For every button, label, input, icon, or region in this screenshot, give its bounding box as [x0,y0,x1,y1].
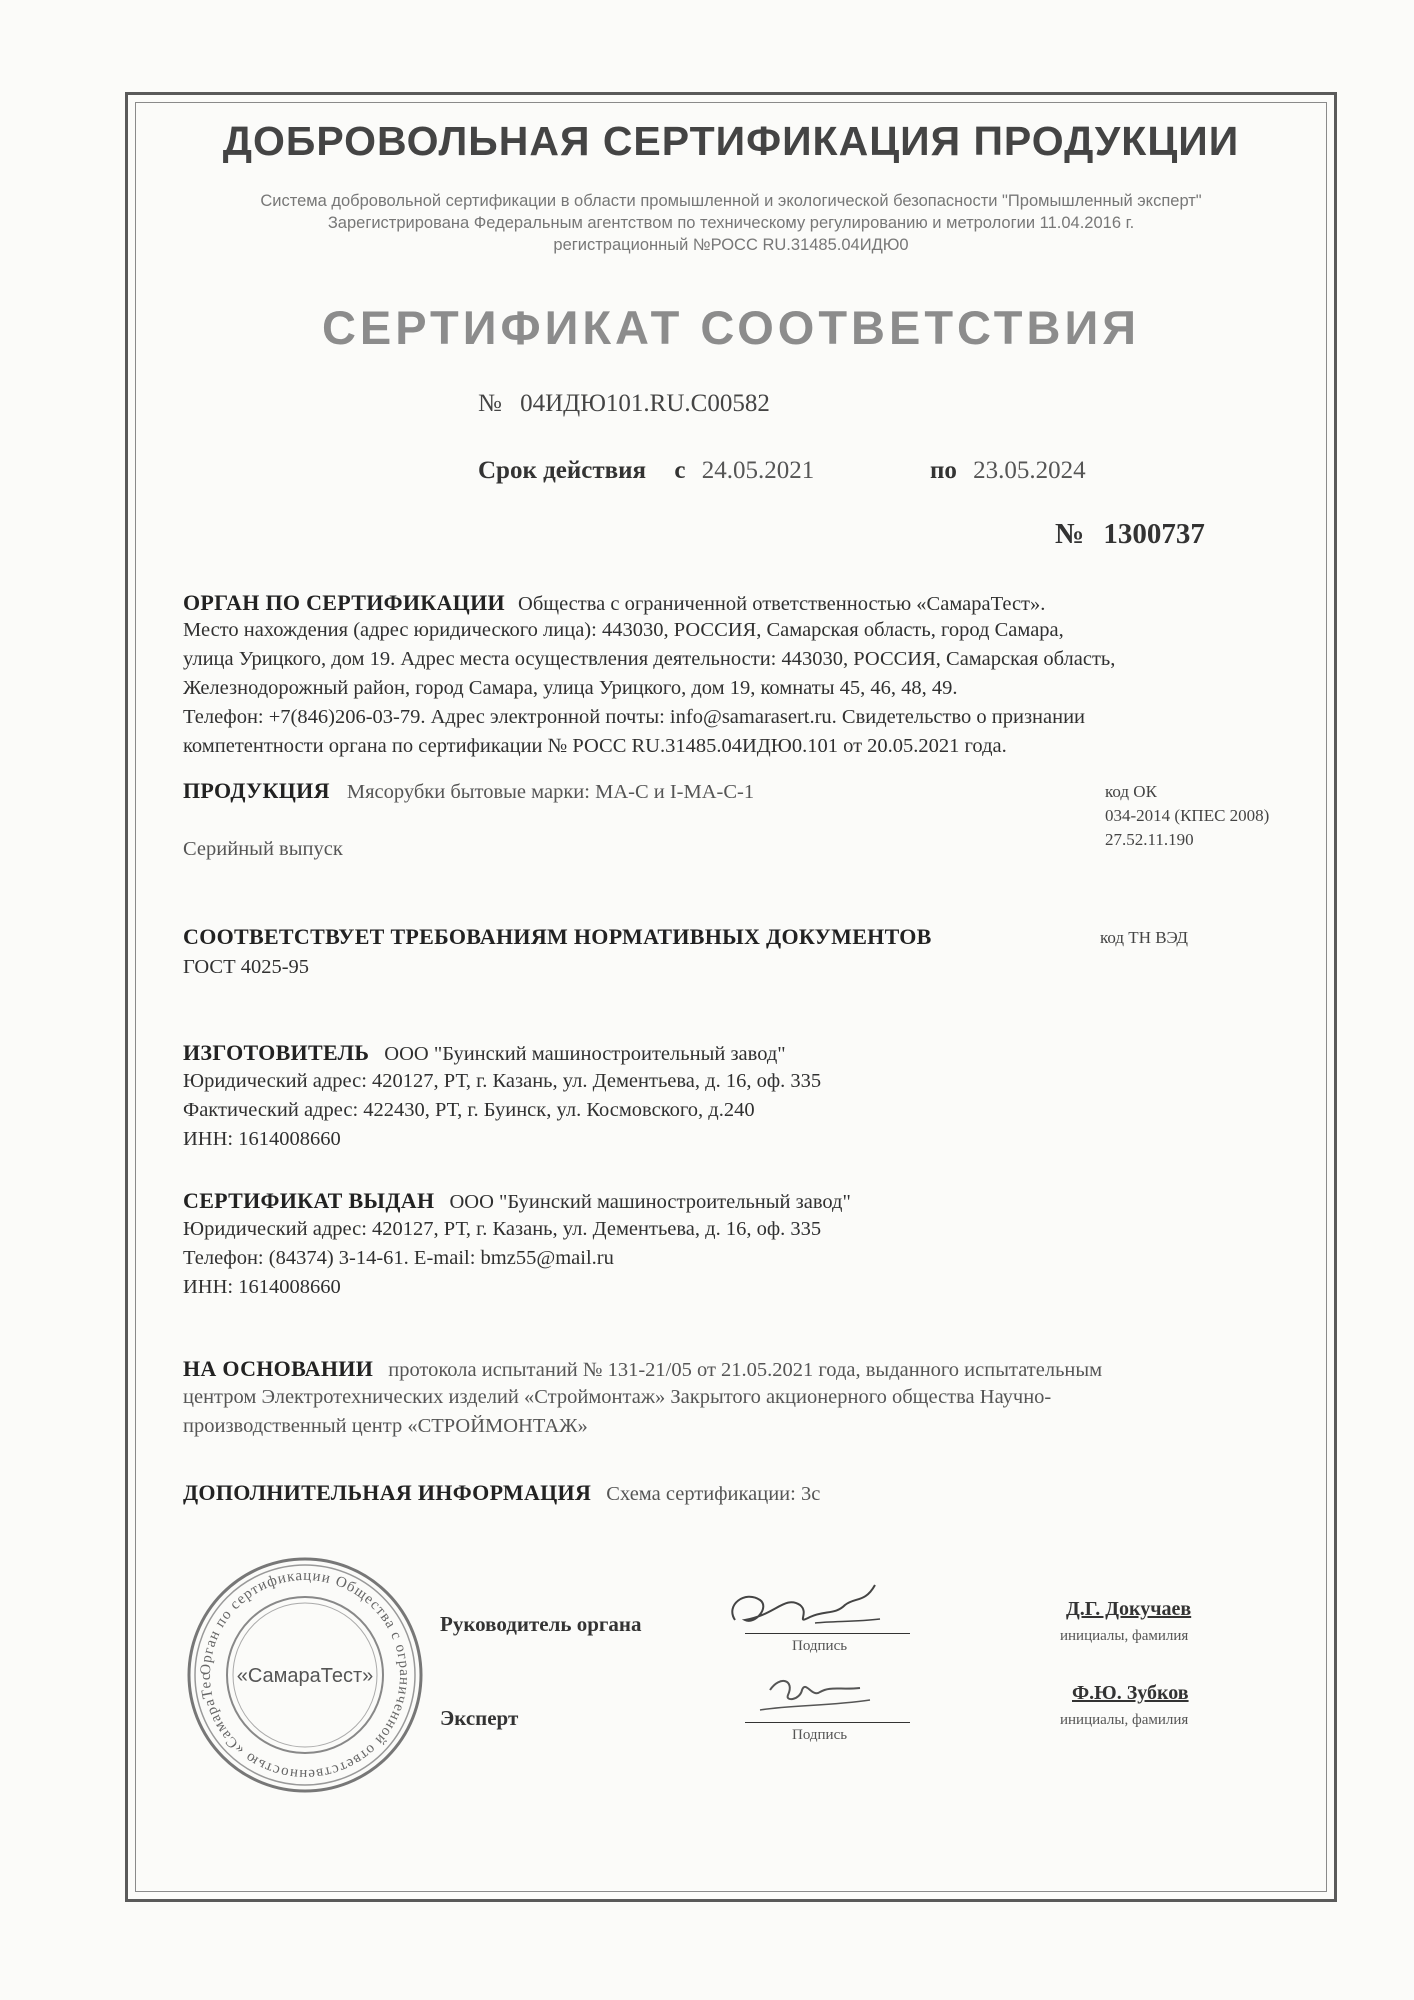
cert-body-line-1 [183,590,1045,616]
compliance-label: СООТВЕТСТВУЕТ ТРЕБОВАНИЯМ НОРМАТИВНЫХ ДОКУМЕНТОВ [183,924,932,949]
form-number-line [1055,518,1205,551]
product-label: ПРОДУКЦИЯ [183,778,330,803]
form-number-prefix: № [1055,518,1085,550]
manufacturer-actual-address: Фактический адрес: 422430, РТ, г. Буинск, ул. Космовского, д.240 [183,1099,755,1121]
date-from: 24.05.2021 [701,457,815,484]
expert-label: Эксперт [440,1706,519,1730]
expert-name-caption: инициалы, фамилия [1060,1712,1189,1728]
product-release: Серийный выпуск [183,838,343,860]
basis-line-1 [183,1356,1102,1382]
cert-body-line-4: Железнодорожный район, город Самара, улица Урицкого, дом 19, комнаты 45, 46, 48, 49. [183,677,958,699]
to-label: по [930,457,957,484]
expert-signature-caption: Подпись [792,1727,848,1743]
issued-to-label: СЕРТИФИКАТ ВЫДАН [183,1188,435,1213]
cert-body-line-3: улица Урицкого, дом 19. Адрес места осуществления деятельности: 443030, РОССИЯ, Самарская область, [183,648,1116,670]
stamp-seal [185,1555,425,1795]
head-signature [715,1575,895,1645]
additional-text: Схема сертификации: 3с [606,1483,821,1505]
cert-body-name: Общества с ограниченной ответственностью «СамараТест». [518,593,1046,615]
manufacturer-inn: ИНН: 1614008660 [183,1128,341,1150]
head-signature-line [745,1633,910,1634]
date-to: 23.05.2024 [973,457,1086,484]
cert-body-label: ОРГАН ПО СЕРТИФИКАЦИИ [183,590,505,615]
cert-body-line-6: компетентности органа по сертификации № РОСС RU.31485.04ИДЮ0.101 от 20.05.2021 года. [183,735,1007,757]
ok-code-standard: 034-2014 (КПЕС 2008) [1105,806,1270,825]
issued-to-name: ООО "Буинский машиностроительный завод" [449,1191,851,1213]
expert-signature-line [745,1722,910,1723]
manufacturer-line [183,1040,786,1066]
basis-label: НА ОСНОВАНИИ [183,1356,374,1381]
product-name: Мясорубки бытовые марки: МА-С и I-МА-С-1 [346,781,755,803]
basis-line-2: центром Электротехнических изделий «Строймонтаж» Закрытого акционерного общества Научно- [183,1386,1052,1408]
system-line-3: регистрационный №РОСС RU.31485.04ИДЮ0 [553,236,909,254]
ok-code-label: код ОК [1105,782,1157,801]
compliance-standard: ГОСТ 4025-95 [183,956,310,978]
head-signature-caption: Подпись [792,1638,848,1654]
stamp-ring-text: Орган по сертификации Общества с ограниченной ответственностью «СамараТес [197,1567,413,1783]
manufacturer-legal-address: Юридический адрес: 420127, РТ, г. Казань, ул. Дементьева, д. 16, оф. 335 [183,1070,822,1092]
basis-text-1: протокола испытаний № 131-21/05 от 21.05.2021 года, выданного испытательным [388,1359,1103,1381]
issued-to-legal-address: Юридический адрес: 420127, РТ, г. Казань, ул. Дементьева, д. 16, оф. 335 [183,1218,822,1240]
head-name: Д.Г. Докучаев [1066,1598,1192,1620]
certificate-title: СЕРТИФИКАТ СООТВЕТСТВИЯ [321,301,1141,354]
validity-line [478,457,814,485]
header-title: ДОБРОВОЛЬНАЯ СЕРТИФИКАЦИЯ ПРОДУКЦИИ [222,118,1240,164]
head-name-caption: инициалы, фамилия [1060,1628,1189,1644]
issued-to-line [183,1188,851,1214]
validity-to [930,457,1086,485]
form-number: 1300737 [1103,518,1205,550]
system-line-1: Система добровольной сертификации в области промышленной и экологической безопасности "Промышленный эксперт" [260,192,1202,210]
ok-code-value: 27.52.11.190 [1105,830,1194,849]
additional-label: ДОПОЛНИТЕЛЬНАЯ ИНФОРМАЦИЯ [183,1480,592,1505]
expert-name: Ф.Ю. Зубков [1072,1682,1189,1704]
basis-line-3: производственный центр «СТРОЙМОНТАЖ» [183,1415,588,1437]
manufacturer-name: ООО "Буинский машиностроительный завод" [384,1043,786,1065]
from-label: с [674,457,686,484]
validity-label: Срок действия [478,457,647,484]
certificate-number: 04ИДЮ101.RU.C00582 [520,390,770,417]
certificate-number-line [478,390,770,418]
expert-signature [740,1660,890,1730]
number-prefix: № [478,390,502,417]
manufacturer-label: ИЗГОТОВИТЕЛЬ [183,1040,370,1065]
head-label: Руководитель органа [440,1612,642,1636]
stamp-graphic [185,1555,425,1795]
product-line [183,778,754,804]
additional-line [183,1480,820,1506]
issued-to-inn: ИНН: 1614008660 [183,1276,341,1298]
issued-to-contacts: Телефон: (84374) 3-14-61. E-mail: bmz55@mail.ru [183,1247,614,1269]
cert-body-line-2: Место нахождения (адрес юридического лица): 443030, РОССИЯ, Самарская область, город Самара, [183,619,1064,641]
cert-body-line-5: Телефон: +7(846)206-03-79. Адрес электронной почты: info@samarasert.ru. Свидетельство о признании [183,706,1086,728]
stamp-center-text: «СамараТест» [236,1665,374,1687]
system-line-2: Зарегистрирована Федеральным агентством по техническому регулированию и метрологии 11.04.2016 г. [327,214,1135,232]
tnved-label: код ТН ВЭД [1100,928,1188,947]
